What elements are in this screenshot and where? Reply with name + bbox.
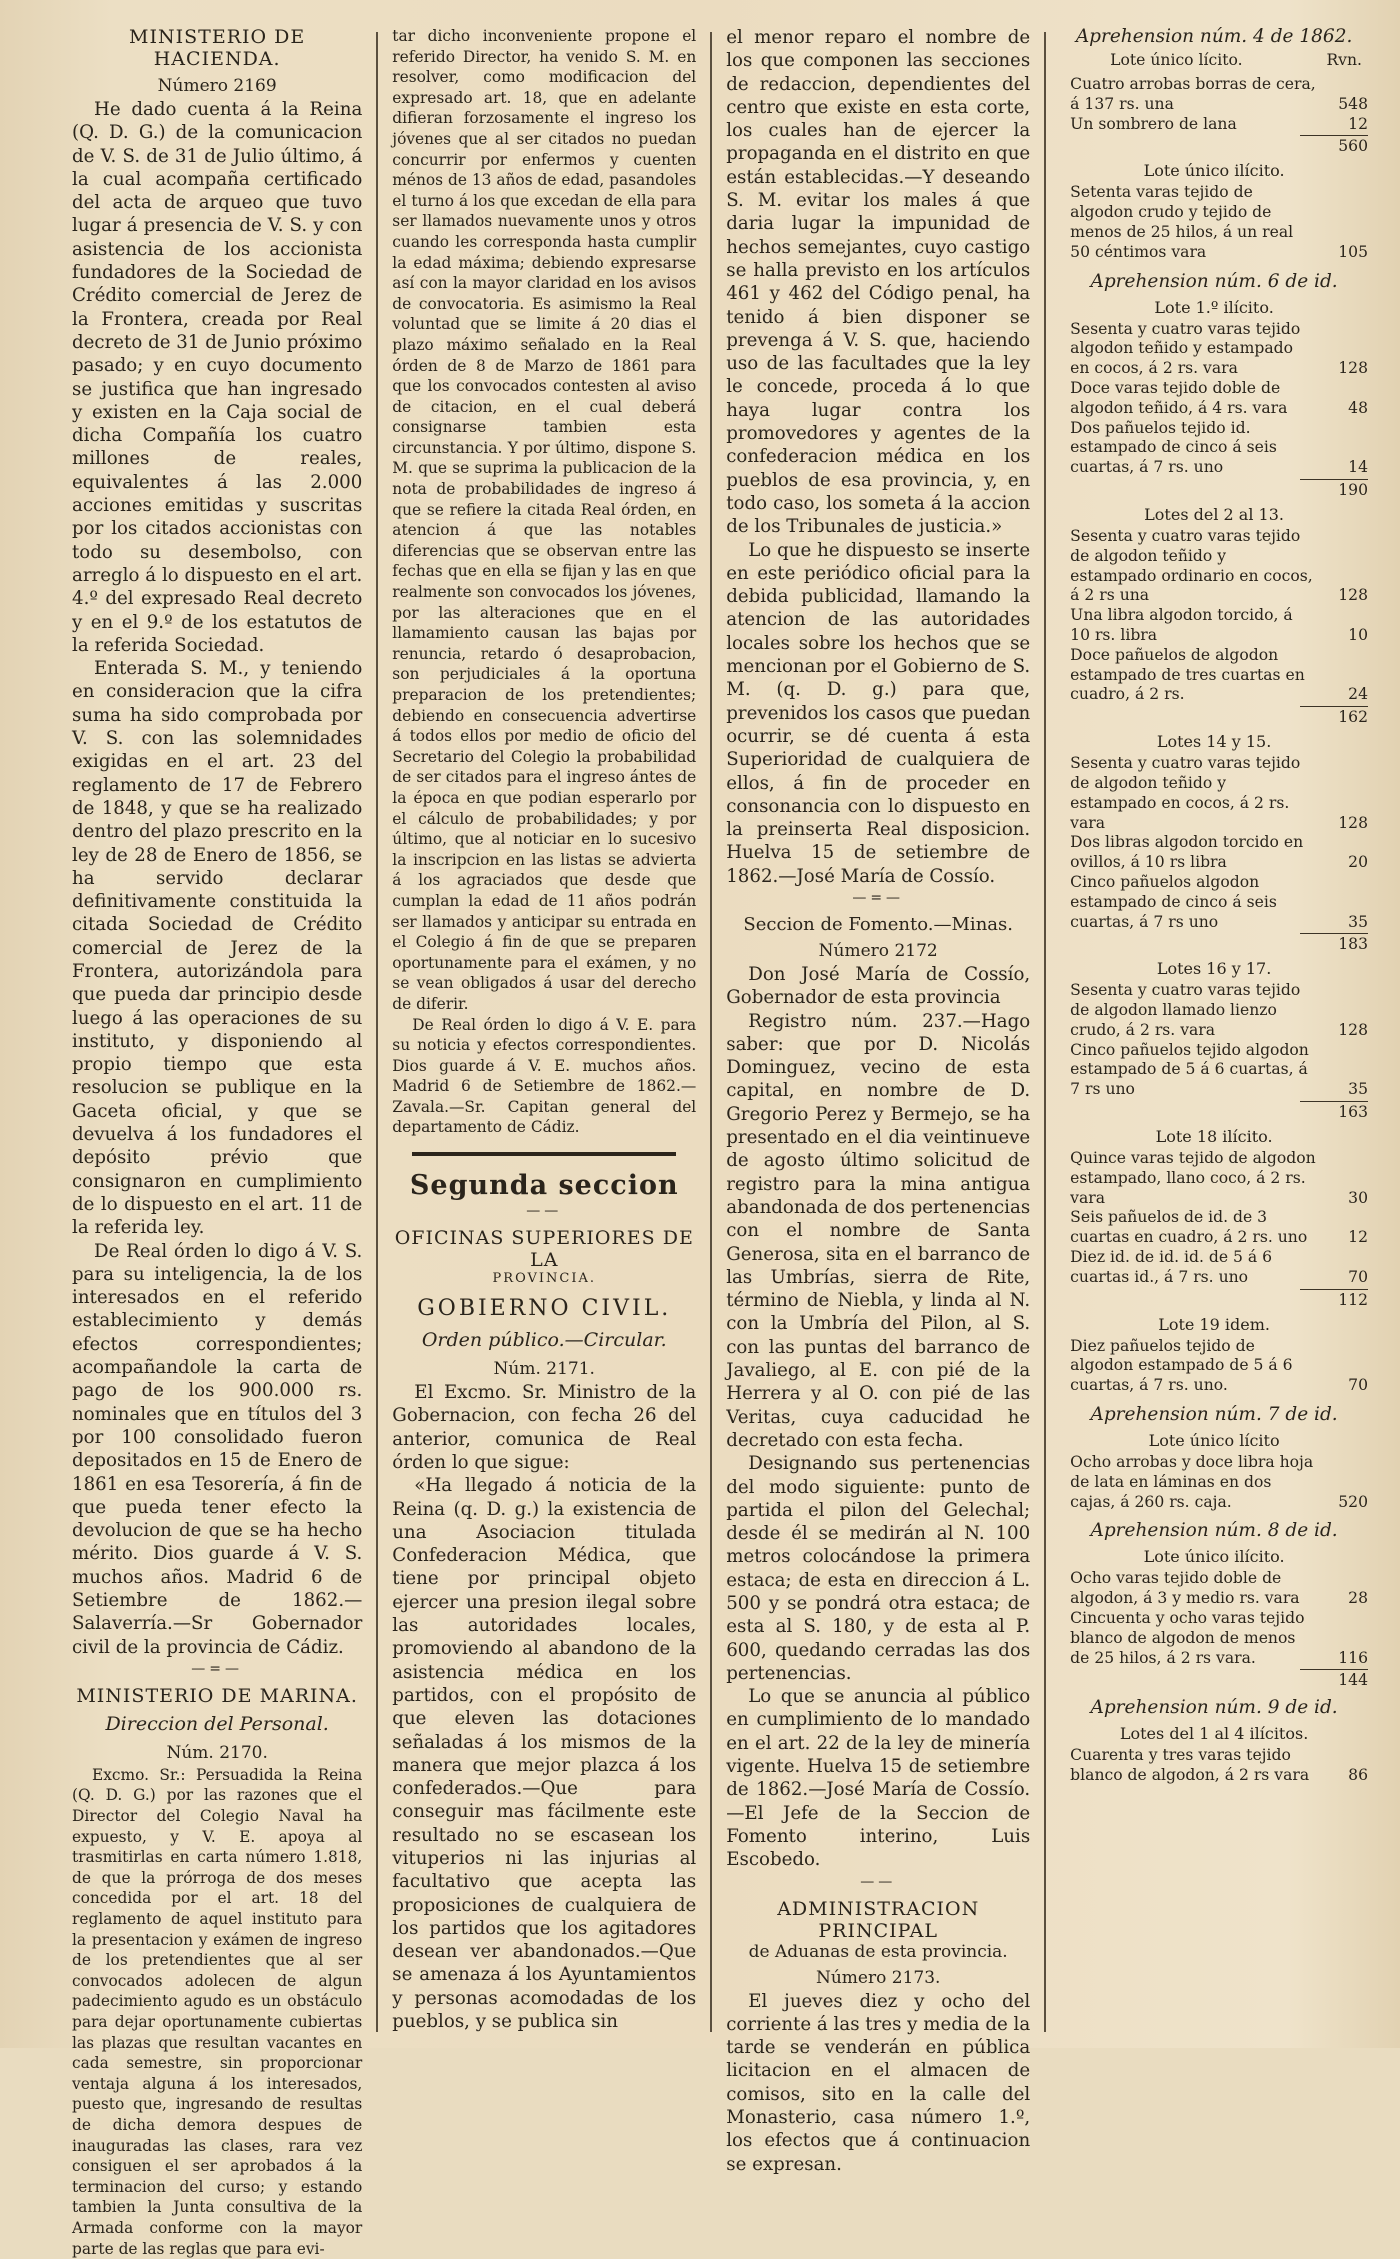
lot-item-amount: 520 [1338, 1492, 1368, 1511]
paragraph: Excmo. Sr.: Persuadida la Reina (Q. D. G.) por las razones que el Director del Colegio Naval ha expuesto, y V. E. apoya al trasmitirlas en carta número 1.818, de que la prórroga de dos meses concedida por el art. 18 del reglamento de aquel instituto para la presentacion y exámen de ingreso de los pretendientes que al ser convocados adolecen de algun padecimiento agudo es un obstáculo para dejar oportunamente cubiertas las plazas que resultan vacantes en cada semestre, sin proporcionar ventaja alguna á los interesados, puesto que, ingresando de resultas de dicha demora despues de inauguradas las clases, rara vez consiguen el ser aprobados á la terminacion del curso; y estando tambien la Junta consultiva de la Armada conforme con la mayor parte de las reglas que para evi- [72, 1765, 363, 2258]
lot-item [1060, 1609, 1368, 1668]
lot-item-amount: 28 [1348, 1589, 1368, 1608]
paragraph: Registro núm. 237.—Hago saber: que por D. Nicolás Dominguez, vecino de esta capital, en nombre de D. Gregorio Perez y Bermejo, se ha presentado en el dia veintinueve de agosto último solicitud de registro para la mina antigua abandonada de dos pertenencias con el nombre de Santa Generosa, sita en el barranco de las Umbrías, sierra de Rite, término de Niebla, y linda al N. con la Umbría del Pilon, al S. con las puntas del barranco de Javaliego, al E. con pié de la Herrera y al O. con pié de las Veritas, cuya caducidad he decretado con esta fecha. [726, 1010, 1031, 1451]
lot-item [1060, 1569, 1368, 1609]
lot-title: Lote 19 idem. [1158, 1314, 1270, 1334]
order-heading: Orden público.—Circular. [421, 1329, 667, 1352]
lot-list [1060, 75, 1368, 1786]
lot-item-amount: 30 [1348, 1188, 1368, 1207]
lot-item-description: Diez pañuelos tejido de algodon estampado de 5 á 6 cuartas, á 7 rs. uno. [1070, 1336, 1293, 1395]
lot-item-amount: 86 [1348, 1766, 1368, 1785]
lot-item-description: Dos libras algodon torcido en ovillos, á 10 rs libra [1070, 833, 1304, 872]
lot-item [1060, 646, 1368, 705]
lot-item [1060, 1746, 1368, 1786]
paragraph: Lo que se anuncia al público en cumplimiento de lo mandado en el art. 22 de la ley de minería vigente. Huelva 15 de setiembre de 1862.—José María de Cossío.—El Jefe de la Seccion de Fomento interino, Luis Escobedo. [726, 1686, 1031, 1871]
section-subtitle: de Aduanas de esta provincia. [748, 1941, 1008, 1962]
lot-item [1060, 1453, 1368, 1512]
lot-item-description: Seis pañuelos de id. de 3 cuartas en cuadro, á 2 rs. uno [1070, 1208, 1308, 1247]
offices-subheading: PROVINCIA. [492, 1271, 596, 1287]
lot-item [1060, 320, 1368, 379]
lot-item-amount: 128 [1338, 359, 1368, 378]
lot-item-description: Una libra algodon torcido, á 10 rs. libra [1070, 606, 1293, 644]
offices-heading: OFICINAS SUPERIORES DE LA [394, 1227, 694, 1272]
lot-item-amount: 12 [1348, 114, 1368, 133]
seizure-heading: Aprehension núm. 9 de id. [1090, 1697, 1338, 1719]
lot-item-description: Cinco pañuelos algodon estampado de cinco á seis cuartas, á 7 rs uno [1070, 872, 1277, 931]
lot-item [1060, 527, 1368, 606]
seizure-heading: Aprehension núm. 6 de id. [1090, 270, 1338, 292]
paragraph: Don José María de Cossío, Gobernador de esta provincia [726, 963, 1031, 1009]
lot-item-description: Setenta varas tejido de algodon crudo y tejido de menos de 25 hilos, á un real 50 céntimos vara [1070, 183, 1294, 261]
lot-total: 560 [1300, 135, 1368, 155]
notice-number: Núm. 2171. [493, 1359, 595, 1380]
paragraph: tar dicho inconveniente propone el referido Director, ha venido S. M. en resolver, como modificacion del expresado art. 18, que en adelante difieran forzosamente el ingreso los jóvenes que al ser citados no puedan concurrir por enfermos y cuenten ménos de 13 años de edad, pasandoles el turno á los que excedan de ella para ser llamados nuevamente unos y otros cuando les corresponda hasta cumplir la edad máxima; debiendo expresarse así con la mayor claridad en los avisos de convocatoria. Es asimismo la Real voluntad que se limite á 20 dias el plazo máximo señalado en la Real órden de 8 de Marzo de 1861 para que los convocados contesten al aviso de citacion, en el cual deberá consignarse tambien esta circunstancia. Y por último, dispone S. M. que se suprima la publicacion de la nota de probabilidades de ingreso á que se refiere la citada Real órden, en atencion á que las notables diferencias que se observan entre las fechas que en ella se fijan y las en que realmente son convocados los jóvenes, por las alteraciones que en el llamamiento causan las bajas por renuncia, retardo ó desaprobacion, son perjudiciales á la oportuna preparacion de los pretendientes; debiendo en consecuencia advertirse á todos ellos por medio de oficio del Secretario del Colegio la probabilidad de ser citados para el ingreso ántes de la época en que podian esperarlo por el cálculo de probabilidades; y por último, que al noticiar en lo sucesivo la inscripcion en las listas se advierta á los agraciados que desde que cumplan la edad de 11 años podrán ser llamados y anticipar su entrada en el Colegio á fin de que se preparen oportunamente para el exámen, y no se vean obligados á usar del derecho de diferir. [392, 27, 697, 1013]
lot-item-amount: 105 [1338, 242, 1368, 261]
lot-item [1060, 754, 1368, 833]
lot-total: 162 [1300, 706, 1368, 726]
paragraph: «Ha llegado á noticia de la Reina (q. D. g.) la existencia de una Asociacion titulada Confederacion Médica, que tiene por principal objeto ejercer una presion ilegal sobre las autoridades locales, promoviendo al abandono de la asistencia médica en los partidos, con el propósito de que eleven las dotaciones señaladas á los mismos de la manera que mejor plazca á los confederados.—Que para conseguir mas fácilmente este resultado no se escasean los vituperios ni las injurias al facultativo que acepta las proposiciones de cualquiera de los partidos que los agitadores desean ver abandonados.—Que se amenaza á los Ayuntamientos y personas acomodadas de los pueblos, y se publica sin [392, 1475, 697, 2033]
lot-item [1060, 1149, 1368, 1208]
lot-item [1060, 1248, 1368, 1288]
lot-item-description: Sesenta y cuatro varas tejido de algodon llamado lienzo crudo, á 2 rs. vara [1070, 981, 1301, 1039]
lot-item [1060, 873, 1368, 932]
lot-item-description: Sesenta y cuatro varas tejido de algodon teñido y estampado ordinario en cocos, á 2 rs una [1070, 526, 1313, 605]
column-rule [710, 32, 712, 2032]
paragraph: De Real órden lo digo á V. S. para su inteligencia, la de los interesados en el referido establecimiento y demás efectos correspondientes; acompañandole la carta de pago de los 900.000 rs. nominales que en títulos del 3 por 100 consolidado fueron depositados en 15 de Enero de 1861 en esa Tesorería, á fin de que pueda tener efecto la devolucion de que se ha hecho mérito. Dios guarde á V. S. muchos años. Madrid 6 de Setiembre de 1862.—Salaverría.—Sr Gobernador civil de la provincia de Cádiz. [72, 1240, 363, 1658]
lot-item [1060, 833, 1368, 873]
lot-item-description: Cuatro arrobas borras de cera, á 137 rs. una [1070, 75, 1316, 113]
lot-item [1060, 606, 1368, 646]
lot-item-amount: 116 [1338, 1648, 1368, 1667]
lot-item [1060, 115, 1368, 135]
column-3 [716, 26, 1040, 2175]
lot-title: Lote único ilícito. [1143, 161, 1285, 181]
lot-item-amount: 24 [1348, 685, 1368, 704]
lot-item-description: Quince varas tejido de algodon estampado, llano coco, á 2 rs. vara [1070, 1149, 1316, 1207]
lot-item [1060, 379, 1368, 419]
paragraph: Enterada S. M., y teniendo en consideracion que la cifra suma ha sido comprobada por V. S. con las solemnidades exigidas en el art. 23 del reglamento de 17 de Febrero de 1848, y que se ha realizado dentro del plazo prescrito en la ley de 28 de Enero de 1856, se ha servido declarar definitivamente constituida la citada Sociedad de Crédito comercial de Jerez de la Frontera, autorizándola para que pueda dar principio desde luego á las operaciones de su instituto, y disponiendo al propio tiempo que esta resolucion se publique en la Gaceta oficial, y que se devuelva á los fundadores el depósito prévio que consignaron en cumplimiento de lo dispuesto en el art. 11 de la referida ley. [72, 658, 363, 1239]
section-divider [412, 1152, 676, 1156]
notice-number: Número 2173. [815, 1967, 941, 1988]
lot-title: Lotes 16 y 17. [1156, 959, 1272, 979]
lot-item-amount: 128 [1338, 813, 1368, 832]
lot-total: 144 [1300, 1669, 1368, 1689]
lot-item-description: Sesenta y cuatro varas tejido algodon teñido y estampado en cocos, á 2 rs. vara [1070, 319, 1301, 378]
section-heading: Seccion de Fomento.—Minas. [743, 913, 1013, 935]
section-heading: Segunda seccion [409, 1170, 679, 1202]
notice-number: Número 2169 [157, 76, 277, 96]
section-title-marina: MINISTERIO DE MARINA. [76, 1684, 358, 1707]
lot-item-amount: 35 [1348, 912, 1368, 931]
lot-item-description: Cuarenta y tres varas tejido blanco de algodon, á 2 rs vara [1070, 1746, 1310, 1785]
column-4 [1050, 26, 1378, 2048]
paragraph: He dado cuenta á la Reina (Q. D. G.) de la comunicacion de V. S. de 31 de Julio último, á la cual acompaña certificado del acta de arqueo que tuvo lugar á presencia de V. S. y con asistencia de los accionista fundadores de la Sociedad de Crédito comercial de Jerez de la Frontera, creada por Real decreto de 31 de Junio próximo pasado; y en cuyo documento se justifica que han ingresado y existen en la Caja social de dicha Compañía los cuatro millones de reales, equivalentes á las 2.000 acciones emitidas y suscritas por los citados accionistas con todo su desembolso, con arreglo á lo dispuesto en el art. 4.º del expresado Real decreto y en el 9.º de los estatutos de la referida Sociedad. [72, 99, 363, 656]
lot-item [1060, 1337, 1368, 1396]
paragraph: El Excmo. Sr. Ministro de la Gobernacion, con fecha 26 del anterior, comunica de Real órden lo que sigue: [392, 1382, 697, 1473]
lot-item-description: Un sombrero de lana [1070, 114, 1237, 133]
separator: —=— [191, 1660, 244, 1677]
lot-item-description: Cinco pañuelos tejido algodon estampado de 5 á 6 cuartas, á 7 rs uno [1070, 1040, 1309, 1099]
lot-title: Lote único lícito [1148, 1431, 1280, 1451]
lot-item-description: Sesenta y cuatro varas tejido de algodon teñido y estampado en cocos, á 2 rs. vara [1070, 754, 1301, 832]
paragraph: El jueves diez y ocho del corriente á las tres y media de la tarde se venderán en pública licitacion en el almacen de comisos, sito en la calle del Monasterio, casa número 1.º, los efectos que á continuacion se expresan. [726, 1990, 1031, 2175]
column-rule [376, 32, 378, 2032]
seizure-heading: Aprehension núm. 7 de id. [1090, 1404, 1338, 1426]
lot-item-amount: 14 [1348, 458, 1368, 477]
lot-title: Lote 18 ilícito. [1155, 1127, 1273, 1147]
lot-item [1060, 1041, 1368, 1100]
notice-number: Número 2172 [818, 940, 938, 961]
lot-item-amount: 70 [1348, 1376, 1368, 1395]
section-title-hacienda: MINISTERIO DE HACIENDA. [129, 26, 306, 70]
lot-item-description: Doce pañuelos de algodon estampado de tres cuartas en cuadro, á 2 rs. [1070, 645, 1305, 704]
lot-item-amount: 10 [1348, 625, 1368, 644]
paragraph: De Real órden lo digo á V. E. para su noticia y efectos correspondientes. Dios guarde á V. E. muchos años. Madrid 6 de Setiembre de 1862.—Zavala.—Sr. Capitan general del departamento de Cádiz. [392, 1015, 697, 1137]
lot-item-amount: 35 [1348, 1080, 1368, 1099]
column-2 [382, 26, 706, 2048]
lot-item [1060, 1208, 1368, 1248]
separator: —=— [852, 889, 905, 906]
section-subtitle: Direccion del Personal. [105, 1712, 329, 1735]
lot-item-description: Diez id. de id. id. de 5 á 6 cuartas id., á 7 rs. uno [1070, 1248, 1273, 1286]
lot-header [1060, 51, 1368, 69]
government-heading: GOBIERNO CIVIL. [417, 1296, 672, 1322]
lot-title: Lote 1.º ilícito. [1154, 297, 1274, 317]
lot-total: 163 [1300, 1101, 1368, 1121]
lot-item-amount: 128 [1338, 586, 1368, 605]
lot-item-description: Doce varas tejido doble de algodon teñido, á 4 rs. vara [1070, 378, 1288, 417]
lot-item-description: Ocho arrobas y doce libra hoja de lata en láminas en dos cajas, á 260 rs. caja. [1070, 1453, 1314, 1511]
lot-item-amount: 20 [1348, 853, 1368, 872]
lot-item-description: Ocho varas tejido doble de algodon, á 3 y medio rs. vara [1070, 1569, 1300, 1608]
column-1 [62, 26, 372, 2258]
lot-item [1060, 419, 1368, 478]
lot-item-description: Cincuenta y ocho varas tejido blanco de algodon de menos de 25 hilos, á 2 rs vara. [1070, 1609, 1305, 1667]
paragraph: Designando sus pertenencias del modo siguiente: punto de partida el pilon del Gelechal; desde él se medirán al N. 100 metros colocándose la primera estaca; de esta en direccion á L. 500 y se pondrá otra estaca; de esta al S. 180, y de esta al P. 600, quedando cerradas las dos pertenencias. [726, 1453, 1031, 1684]
lot-item-description: Dos pañuelos tejido id. estampado de cinco á seis cuartas, á 7 rs. uno [1070, 418, 1277, 477]
separator: —— [526, 1203, 563, 1220]
lot-total: 112 [1300, 1289, 1368, 1309]
lot-total: 190 [1300, 479, 1368, 499]
lot-title: Lotes 14 y 15. [1156, 732, 1272, 752]
lot-item-amount: 70 [1348, 1267, 1368, 1286]
lot-title: Lote único ilícito. [1143, 1547, 1285, 1567]
lot-item-amount: 12 [1348, 1228, 1368, 1247]
lot-item [1060, 75, 1368, 115]
lot-item-amount: 48 [1348, 398, 1368, 417]
lot-item [1060, 981, 1368, 1040]
lot-item-amount: 548 [1338, 94, 1368, 113]
lot-title: Lotes del 1 al 4 ilícitos. [1119, 1724, 1309, 1744]
notice-number: Núm. 2170. [166, 1742, 268, 1763]
separator: —— [860, 1873, 897, 1890]
lot-item [1060, 183, 1368, 262]
seizure-heading: Aprehension núm. 8 de id. [1090, 1520, 1338, 1542]
column-rule [1044, 32, 1046, 2032]
lot-title: Lotes del 2 al 13. [1144, 504, 1284, 524]
seizure-heading: Aprehension núm. 4 de 1862. [1075, 26, 1353, 47]
paragraph: Lo que he dispuesto se inserte en este periódico oficial para la debida publicidad, llamando la atencion de las autoridades locales sobre los hechos que se mencionan por el Gobierno de S. M. (q. D. g.) para que, prevenidos los casos que puedan ocurrir, se dé cuenta á esta Superioridad de cualquiera de ellos, á fin de proceder en consonancia con lo dispuesto en la preinserta Real disposicion. Huelva 15 de setiembre de 1862.—José María de Cossío. [726, 539, 1031, 887]
paragraph: el menor reparo el nombre de los que componen las secciones de redaccion, dependientes del centro que existe en esta corte, los cuales han de ejercer la propaganda en el distrito en que están establecidas.—Y deseando S. M. evitar los males á que daria lugar la impunidad de hechos semejantes, cuyo castigo se halla previsto en los artículos 461 y 462 del Código penal, ha tenido á bien disponer se prevenga á V. S. que, haciendo uso de las facultades que la ley le concede, proceda á lo que haya lugar contra los promovedores y agentes de la confederacion médica en los pueblos de esa provincia, y, en todo caso, los someta á la accion de los Tribunales de justicia.» [726, 27, 1031, 538]
lot-item-amount: 128 [1338, 1020, 1368, 1039]
lot-label: Lote único lícito. [1110, 51, 1243, 69]
currency-unit: Rvn. [1326, 51, 1362, 69]
section-title-aduanas: ADMINISTRACION PRINCIPAL [777, 1897, 980, 1942]
lot-total: 183 [1300, 933, 1368, 953]
